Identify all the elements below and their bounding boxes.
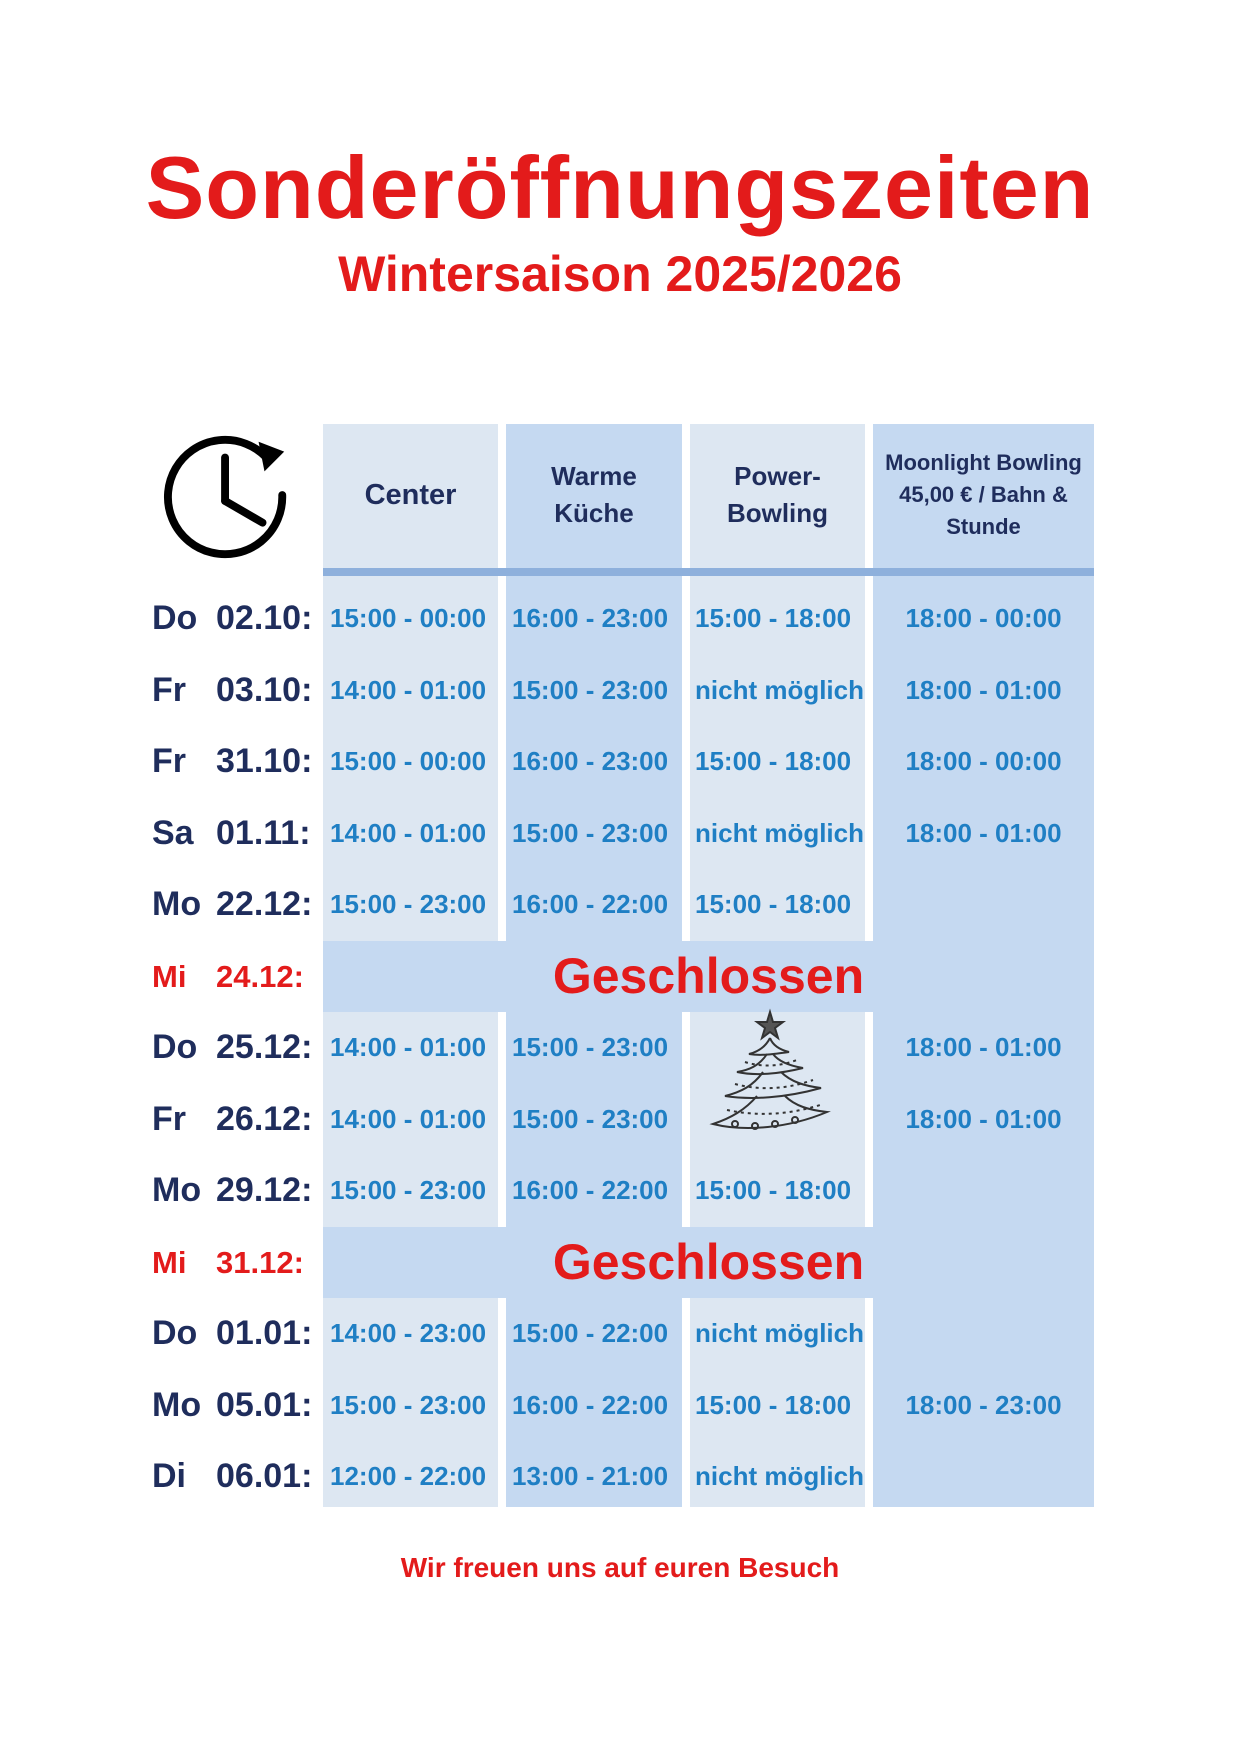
cell-power: 15:00 - 18:00 (695, 746, 852, 776)
table-row (0, 1012, 1240, 1083)
cell-center: 12:00 - 22:00 (330, 1461, 487, 1491)
row-day: Mo (152, 1171, 202, 1209)
clock-rotate-icon (160, 428, 298, 566)
table-row (0, 869, 1240, 940)
cell-center: 14:00 - 01:00 (330, 818, 487, 848)
row-date: 22.12: (216, 885, 313, 923)
cell-kitchen: 16:00 - 22:00 (512, 1175, 669, 1205)
table-row (0, 1084, 1240, 1155)
cell-center: 14:00 - 01:00 (330, 675, 487, 705)
row-date: 05.01: (216, 1386, 313, 1424)
cell-center: 14:00 - 01:00 (330, 1104, 487, 1134)
header-power-bowling: Power- Bowling (726, 461, 829, 528)
header-center: Center (364, 478, 457, 511)
table-row (0, 655, 1240, 726)
row-date: 31.12: (216, 1245, 304, 1280)
row-date: 29.12: (216, 1171, 313, 1209)
cell-center: 15:00 - 00:00 (330, 603, 487, 633)
row-day: Mi (152, 959, 187, 994)
christmas-tree-icon (705, 1008, 835, 1148)
cell-moonlight: 18:00 - 01:00 (905, 675, 1062, 705)
table-row (0, 1370, 1240, 1441)
cell-moonlight: 18:00 - 01:00 (905, 1032, 1062, 1062)
cell-moonlight: 18:00 - 01:00 (905, 818, 1062, 848)
cell-power: 15:00 - 18:00 (695, 1175, 852, 1205)
cell-moonlight: 18:00 - 23:00 (905, 1390, 1062, 1420)
cell-center: 15:00 - 23:00 (330, 889, 487, 919)
cell-center: 15:00 - 23:00 (330, 1390, 487, 1420)
row-day: Mi (152, 1245, 187, 1280)
row-date: 31.10: (216, 742, 313, 780)
closed-label: Geschlossen (552, 1234, 865, 1290)
cell-power: nicht möglich (695, 675, 864, 705)
row-date: 03.10: (216, 671, 313, 709)
row-day: Do (152, 599, 198, 637)
row-date: 25.12: (216, 1028, 313, 1066)
table-row (0, 1298, 1240, 1369)
row-date: 26.12: (216, 1100, 313, 1138)
cell-kitchen: 16:00 - 23:00 (512, 603, 669, 633)
row-day: Do (152, 1314, 198, 1352)
row-day: Di (152, 1457, 186, 1495)
cell-moonlight: 18:00 - 01:00 (905, 1104, 1062, 1134)
row-date: 24.12: (216, 959, 304, 994)
cell-center: 14:00 - 23:00 (330, 1318, 487, 1348)
cell-center: 14:00 - 01:00 (330, 1032, 487, 1062)
cell-kitchen: 15:00 - 23:00 (512, 1104, 669, 1134)
cell-power: nicht möglich (695, 1461, 864, 1491)
cell-kitchen: 16:00 - 22:00 (512, 889, 669, 919)
row-date: 06.01: (216, 1457, 313, 1495)
cell-power: 15:00 - 18:00 (695, 603, 852, 633)
page-title: Sonderöffnungszeiten (145, 138, 1095, 237)
row-day: Fr (152, 742, 186, 780)
cell-kitchen: 15:00 - 23:00 (512, 818, 669, 848)
cell-kitchen: 15:00 - 23:00 (512, 675, 669, 705)
row-day: Mo (152, 1386, 202, 1424)
cell-power: nicht möglich (695, 818, 864, 848)
table-row (0, 1155, 1240, 1226)
cell-kitchen: 13:00 - 21:00 (512, 1461, 669, 1491)
table-row (0, 1441, 1240, 1512)
page-subtitle: Wintersaison 2025/2026 (338, 246, 902, 302)
cell-moonlight: 18:00 - 00:00 (905, 746, 1062, 776)
cell-kitchen: 16:00 - 23:00 (512, 746, 669, 776)
row-date: 02.10: (216, 599, 313, 637)
closed-label: Geschlossen (552, 948, 865, 1004)
row-date: 01.11: (216, 814, 311, 852)
row-day: Fr (152, 671, 186, 709)
cell-center: 15:00 - 00:00 (330, 746, 487, 776)
cell-moonlight: 18:00 - 00:00 (905, 603, 1062, 633)
table-row (0, 726, 1240, 797)
cell-kitchen: 15:00 - 22:00 (512, 1318, 669, 1348)
row-day: Do (152, 1028, 198, 1066)
row-date: 01.01: (216, 1314, 313, 1352)
cell-kitchen: 15:00 - 23:00 (512, 1032, 669, 1062)
table-row (0, 798, 1240, 869)
cell-kitchen: 16:00 - 22:00 (512, 1390, 669, 1420)
header-kitchen: Warme Küche (551, 461, 637, 528)
row-day: Fr (152, 1100, 186, 1138)
header-separator (323, 568, 1094, 576)
row-day: Sa (152, 814, 194, 852)
row-day: Mo (152, 885, 202, 923)
closed-row (0, 941, 1240, 1012)
footer-message: Wir freuen uns auf euren Besuch (400, 1552, 840, 1583)
header-moonlight-bowling: Moonlight Bowling 45,00 € / Bahn & Stunde (885, 450, 1082, 539)
cell-power: nicht möglich (695, 1318, 864, 1348)
table-row (0, 583, 1240, 654)
cell-power: 15:00 - 18:00 (695, 889, 852, 919)
cell-power: 15:00 - 18:00 (695, 1390, 852, 1420)
closed-row (0, 1227, 1240, 1298)
cell-center: 15:00 - 23:00 (330, 1175, 487, 1205)
